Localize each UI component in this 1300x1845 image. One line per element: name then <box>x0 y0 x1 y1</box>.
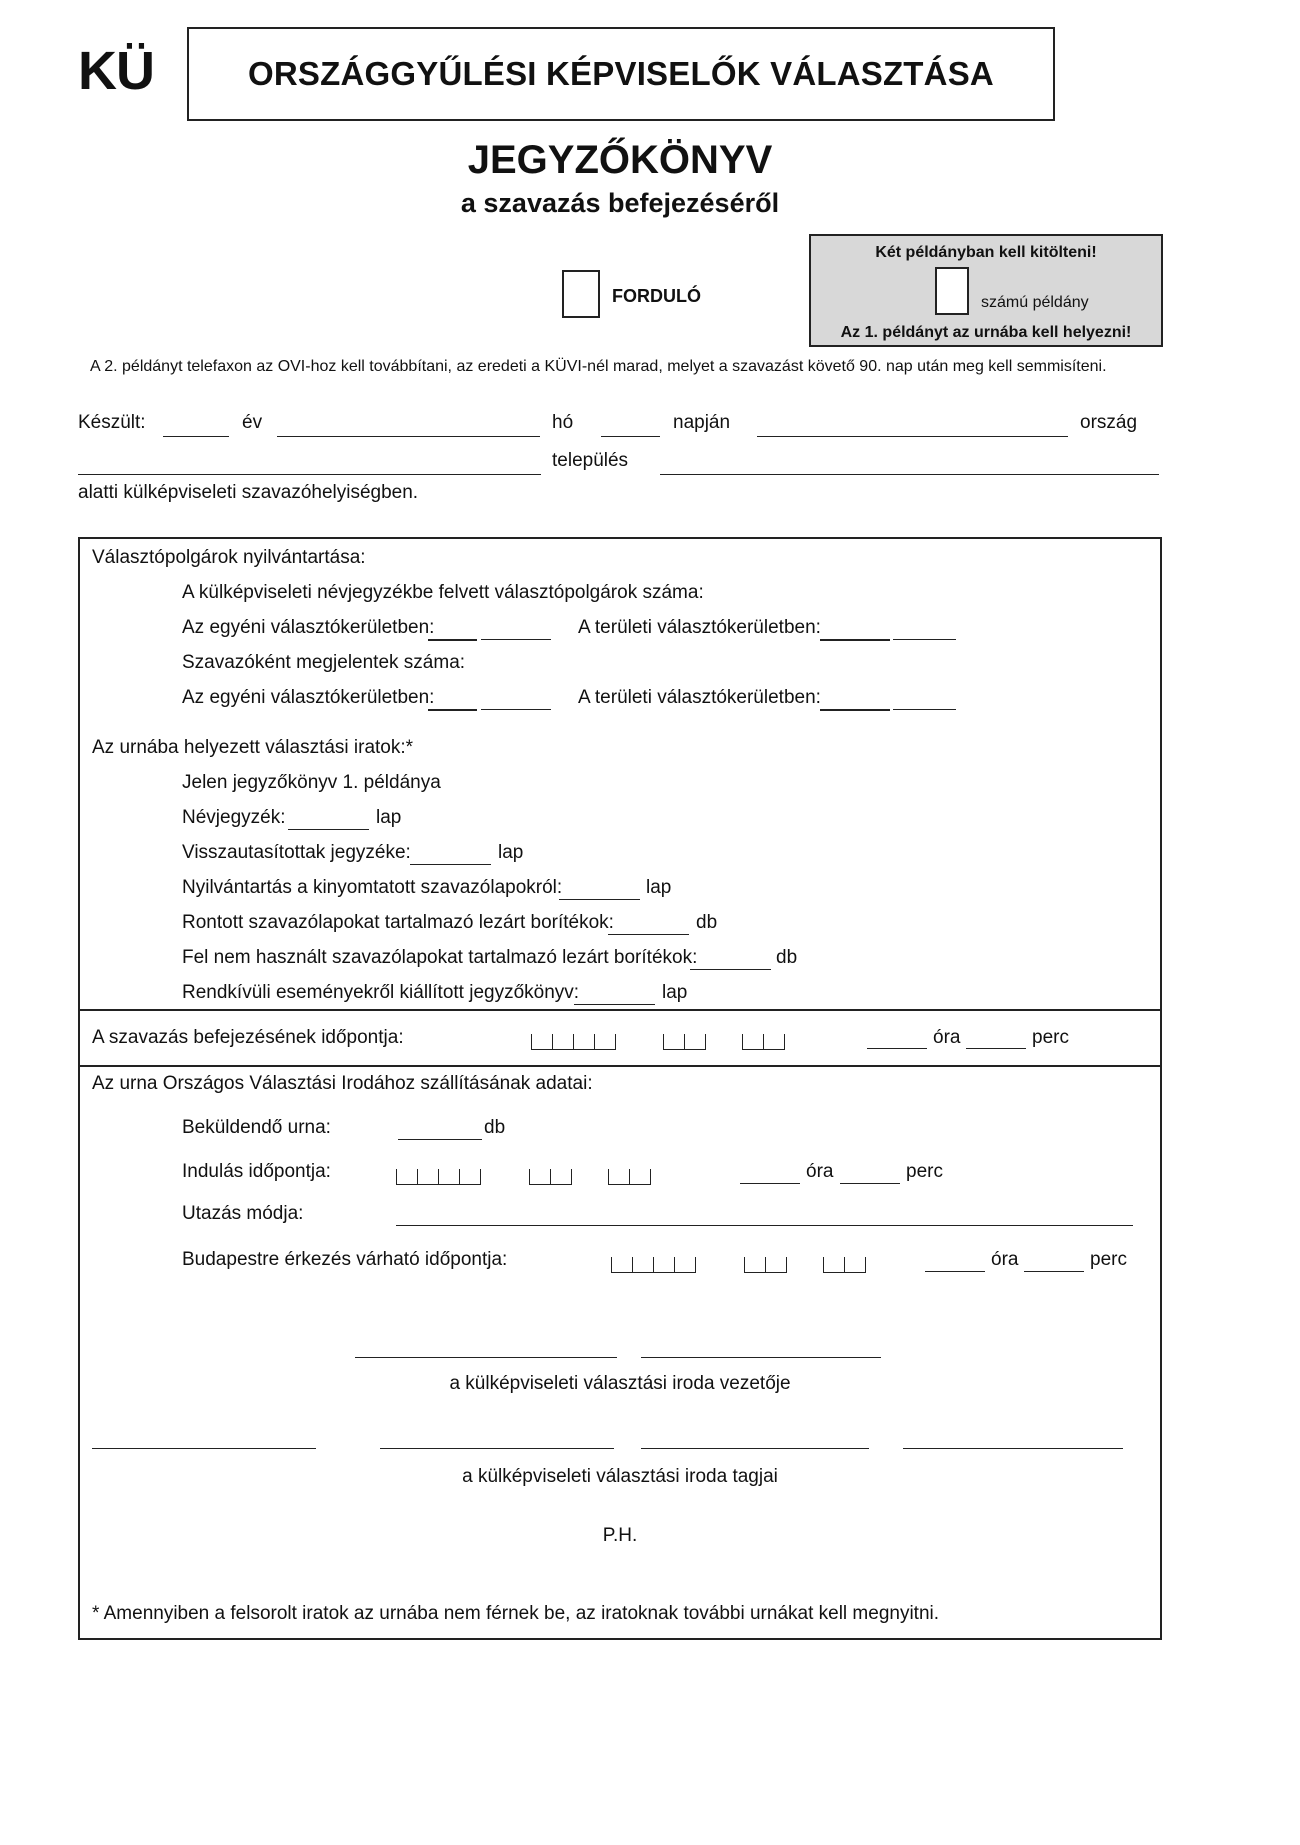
round-label: FORDULÓ <box>612 286 701 306</box>
head-signature-line-1[interactable] <box>355 1357 617 1358</box>
listed-egyeni-field-a[interactable] <box>428 639 477 641</box>
rontott-unit: db <box>696 912 718 933</box>
visszautasitottak-count-field[interactable] <box>410 864 491 865</box>
member-signature-line-4[interactable] <box>903 1448 1123 1449</box>
arrival-hour-field[interactable] <box>925 1271 985 1272</box>
departure-minute-field[interactable] <box>840 1183 900 1184</box>
transport-heading: Az urna Országos Választási Irodához szállításának adatai: <box>92 1073 593 1094</box>
members-signature-caption: a külképviseleti választási iroda tagjai <box>462 1466 778 1487</box>
appeared-label: Szavazóként megjelentek száma: <box>182 652 466 673</box>
nevjegyzek-unit: lap <box>376 807 402 828</box>
arrival-day-digits[interactable] <box>823 1255 866 1273</box>
nyilvantartas-count-field[interactable] <box>559 899 640 900</box>
copy-number-label: számú példány <box>981 294 1089 311</box>
arrival-month-digits[interactable] <box>744 1255 787 1273</box>
appeared-teruleti-field-b[interactable] <box>893 709 956 710</box>
closing-hour-label: óra <box>933 1027 961 1048</box>
arrival-minute-field[interactable] <box>1024 1271 1084 1272</box>
ho-label: hó <box>552 412 574 433</box>
closing-minute-field[interactable] <box>966 1048 1026 1049</box>
appeared-egyeni-field-b[interactable] <box>481 709 551 710</box>
doc-item-rontott: Rontott szavazólapokat tartalmazó lezárt borítékok: <box>182 912 614 933</box>
fel-nem-hasznalt-unit: db <box>776 947 798 968</box>
copy-handling-notice: A 2. példányt telefaxon az OVI-hoz kell továbbítani, az eredeti a KÜVI-nél marad, melyet a szavazást követő 90. nap után meg kell semmisíteni. <box>90 358 1107 375</box>
appeared-egyeni-field-a[interactable] <box>428 709 477 711</box>
head-signature-line-2[interactable] <box>641 1357 881 1358</box>
closing-hour-field[interactable] <box>867 1048 927 1049</box>
month-field[interactable] <box>277 436 540 437</box>
address-field[interactable] <box>660 474 1159 475</box>
first-copy-instruction: Az 1. példányt az urnába kell helyezni! <box>840 324 1132 341</box>
listed-teruleti-label: A területi választókerületben: <box>578 617 821 638</box>
country-field[interactable] <box>757 436 1068 437</box>
arrival-minute-label: perc <box>1090 1249 1127 1270</box>
napjan-label: napján <box>673 412 731 433</box>
document-title: JEGYZŐKÖNYV <box>467 138 773 182</box>
rendkivuli-count-field[interactable] <box>574 1004 655 1005</box>
document-subtitle: a szavazás befejezéséről <box>460 188 780 218</box>
arrival-label: Budapestre érkezés várható időpontja: <box>182 1249 508 1270</box>
rontott-count-field[interactable] <box>608 934 689 935</box>
urn-count-label: Beküldendő urna: <box>182 1117 331 1138</box>
closing-day-digits[interactable] <box>742 1032 785 1050</box>
main-form-box <box>78 537 1162 1640</box>
doc-item-copy: Jelen jegyzőkönyv 1. példánya <box>182 772 441 793</box>
doc-item-nevjegyzek: Névjegyzék: <box>182 807 286 828</box>
copy-number-field[interactable] <box>935 267 969 315</box>
section-divider-2 <box>80 1065 1160 1067</box>
ev-label: év <box>242 412 263 433</box>
telepules-label: település <box>552 450 629 471</box>
stamp-place-label: P.H. <box>602 1525 638 1546</box>
rendkivuli-unit: lap <box>662 982 688 1003</box>
section-divider-1 <box>80 1009 1160 1011</box>
doc-item-visszautasitottak: Visszautasítottak jegyzéke: <box>182 842 411 863</box>
appeared-egyeni-label: Az egyéni választókerületben: <box>182 687 435 708</box>
round-number-field[interactable] <box>562 270 600 318</box>
keszult-label: Készült: <box>78 412 146 433</box>
listed-egyeni-field-b[interactable] <box>481 639 551 640</box>
orszag-label: ország <box>1080 412 1138 433</box>
documents-heading: Az urnába helyezett választási iratok:* <box>92 737 414 758</box>
departure-minute-label: perc <box>906 1161 943 1182</box>
departure-hour-field[interactable] <box>740 1183 800 1184</box>
doc-item-fel-nem-hasznalt: Fel nem használt szavazólapokat tartalmazó lezárt borítékok: <box>182 947 698 968</box>
member-signature-line-3[interactable] <box>641 1448 869 1449</box>
arrival-hour-label: óra <box>991 1249 1019 1270</box>
departure-month-digits[interactable] <box>529 1167 572 1185</box>
closing-time-label: A szavazás befejezésének időpontja: <box>92 1027 404 1048</box>
departure-day-digits[interactable] <box>608 1167 651 1185</box>
departure-year-digits[interactable] <box>396 1167 481 1185</box>
closing-year-digits[interactable] <box>531 1032 616 1050</box>
day-field[interactable] <box>601 436 660 437</box>
footnote: * Amennyiben a felsorolt iratok az urnába nem férnek be, az iratoknak további urnákat kell megnyitni. <box>92 1603 940 1624</box>
travel-mode-field[interactable] <box>396 1225 1133 1226</box>
visszautasitottak-unit: lap <box>498 842 524 863</box>
nyilvantartas-unit: lap <box>646 877 672 898</box>
departure-label: Indulás időpontja: <box>182 1161 331 1182</box>
election-title-box <box>187 27 1055 121</box>
form-code: KÜ <box>78 41 154 101</box>
arrival-year-digits[interactable] <box>611 1255 696 1273</box>
election-title: ORSZÁGGYŰLÉSI KÉPVISELŐK VÁLASZTÁSA <box>248 55 994 92</box>
head-signature-caption: a külképviseleti választási iroda vezetője <box>449 1373 791 1394</box>
nevjegyzek-count-field[interactable] <box>288 829 369 830</box>
travel-mode-label: Utazás módja: <box>182 1203 304 1224</box>
registry-listed-label: A külképviseleti névjegyzékbe felvett választópolgárok száma: <box>182 582 704 603</box>
copies-required-text: Két példányban kell kitölteni! <box>875 244 1097 261</box>
polling-place-text: alatti külképviseleti szavazóhelyiségben. <box>78 482 419 503</box>
appeared-teruleti-label: A területi választókerületben: <box>578 687 821 708</box>
urn-count-field[interactable] <box>398 1139 482 1140</box>
year-field[interactable] <box>163 436 229 437</box>
doc-item-rendkivuli: Rendkívüli eseményekről kiállított jegyzőkönyv: <box>182 982 580 1003</box>
closing-month-digits[interactable] <box>663 1032 706 1050</box>
listed-teruleti-field-a[interactable] <box>820 639 890 641</box>
registry-heading: Választópolgárok nyilvántartása: <box>92 547 366 568</box>
departure-hour-label: óra <box>806 1161 834 1182</box>
fel-nem-hasznalt-count-field[interactable] <box>690 969 771 970</box>
settlement-field[interactable] <box>78 474 541 475</box>
closing-minute-label: perc <box>1032 1027 1069 1048</box>
copies-info-box <box>809 234 1163 347</box>
urn-count-unit: db <box>484 1117 506 1138</box>
doc-item-nyilvantartas: Nyilvántartás a kinyomtatott szavazólapokról: <box>182 877 563 898</box>
member-signature-line-1[interactable] <box>92 1448 316 1449</box>
appeared-teruleti-field-a[interactable] <box>820 709 890 711</box>
listed-egyeni-label: Az egyéni választókerületben: <box>182 617 435 638</box>
member-signature-line-2[interactable] <box>380 1448 614 1449</box>
listed-teruleti-field-b[interactable] <box>893 639 956 640</box>
